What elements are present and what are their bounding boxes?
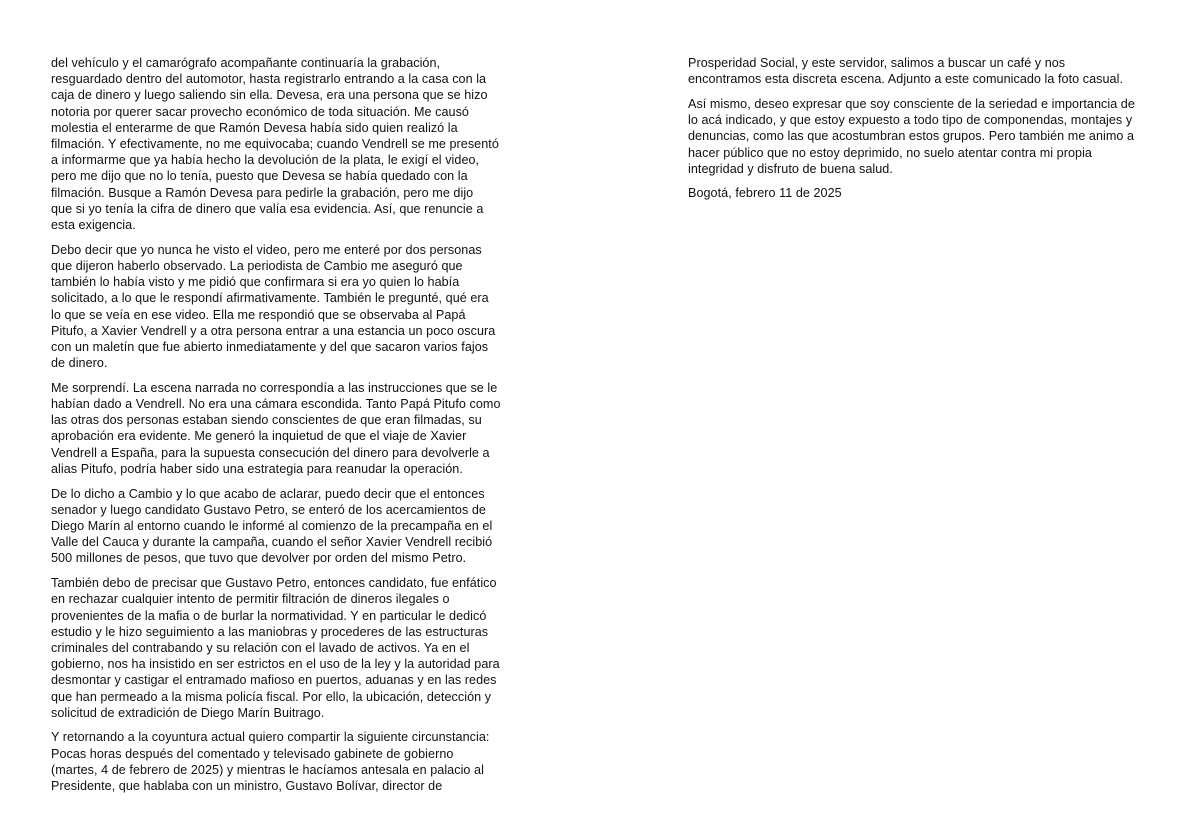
right-page-text-column (688, 55, 1148, 210)
left-paragraph-never-seen-video: Debo decir que yo nunca he visto el video, pero me enteré por dos personas que dijeron haberlo observado. La periodista de Cambio me aseguró que también lo había visto y me pidió que confirmara si era yo quien lo había solicitado, a lo que le respondí afirmativamente. También le pregunté, qué era lo que se veía en ese video. Ella me respondió que se observaba al Papá Pitufo, a Xavier Vendrell y a otra persona entrar a una estancia un poco oscura con un maletín que fue abierto inmediatamente y del que sacaron varios fajos de dinero. (51, 242, 496, 371)
left-paragraph-cambio-statement: De lo dicho a Cambio y lo que acabo de aclarar, puedo decir que el entonces senador y luego candidato Gustavo Petro, se enteró de los acercamientos de Diego Marín al entorno cuando le informé al comienzo de la precampaña en el Valle del Cauca y durante la campaña, cuando el señor Xavier Vendrell recibió 500 millones de pesos, que tuvo que devolver por orden del mismo Petro. (51, 486, 493, 566)
left-paragraph-petro-emphatic: También debo de precisar que Gustavo Petro, entonces candidato, fue enfático en rechazar cualquier intento de permitir filtración de dineros ilegales o provenientes de la mafia o de burlar la normatividad. Y en particular le dedicó estudio y le hizo seguimiento a las maniobras y procederes de las estructuras criminales del contrabando y su relación con el lavado de activos. Ya en el gobierno, nos ha insistido en ser estrictos en el uso de la ley y la autoridad para desmontar y castigar el entramado mafioso en puertos, aduanas y en las redes que han permeado a la misma policía fiscal. Por ello, la ubicación, detección y solicitud de extradición de Diego Marín Buitrago. (51, 576, 500, 720)
left-page-text-column (51, 55, 511, 803)
right-page (600, 0, 1200, 836)
left-paragraph-video-recording: del vehículo y el camarógrafo acompañante continuaría la grabación, resguardado dentro del automotor, hasta registrarlo entrando a la casa con la caja de dinero y luego saliendo sin ella. Devesa, era una persona que se hizo notoria por querer sacar provecho económico de toda situación. Me causó molestia el enterarme de que Ramón Devesa había sido quien realizó la filmación. Y efectivamente, no me equivocaba; cuando Vendrell se me presentó a informarme que ya había hecho la devolución de la plata, le exigí el video, pero me dijo que no lo tenía, puesto que Devesa se había quedado con la filmación. Busque a Ramón Devesa para pedirle la grabación, pero me dijo que si yo tenía la cifra de dinero que valía esa evidencia. Así, que renuncie a esta exigencia. (51, 56, 499, 233)
right-paragraph-date-signature: Bogotá, febrero 11 de 2025 (688, 186, 842, 201)
left-paragraph-surprise: Me sorprendí. La escena narrada no correspondía a las instrucciones que se le habían dado a Vendrell. No era una cámara escondida. Tanto Papá Pitufo como las otras dos personas estaban siendo conscientes de que eran filmadas, su aprobación era evidente. Me generó la inquietud de que el viaje de Xavier Vendrell a España, para la supuesta consecución del dinero para devolverle a alias Pitufo, podría haber sido una estrategia para reanudar la operación. (51, 380, 501, 476)
left-paragraph-current-situation: Y retornando a la coyuntura actual quiero compartir la siguiente circunstancia: Pocas horas después del comentado y televisado gabinete de gobierno (martes, 4 de febrero de 2025) y mientras le hacíamos antesala en palacio al Presidente, que hablaba con un ministro, Gustavo Bolívar, director de (51, 730, 490, 794)
right-paragraph-awareness: Así mismo, deseo expresar que soy consciente de la seriedad e importancia de lo acá indicado, y que estoy expuesto a todo tipo de componendas, montajes y denuncias, como las que acostumbran estos grupos. Pero también me animo a hacer público que no estoy deprimido, no suelo atentar contra mi propia integridad y disfruto de buena salud. (688, 96, 1135, 176)
right-paragraph-coffee-scene: Prosperidad Social, y este servidor, salimos a buscar un café y nos encontramos esta discreta escena. Adjunto a este comunicado la foto casual. (688, 56, 1123, 87)
